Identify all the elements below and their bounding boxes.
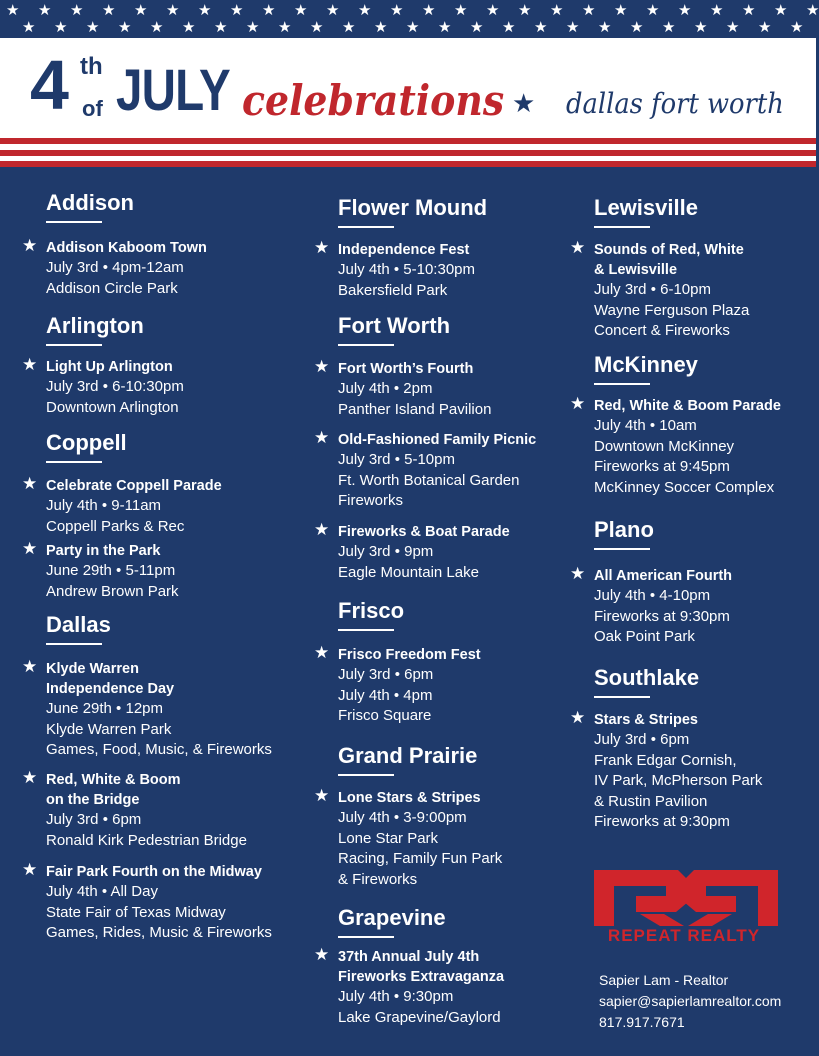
star-bullet-icon: ★ [570, 238, 586, 257]
star-icon: ★ [278, 19, 292, 36]
star-icon: ★ [758, 19, 772, 36]
star-icon: ★ [550, 2, 564, 19]
event-detail: Ft. Worth Botanical Garden [338, 471, 520, 489]
event-detail: Fireworks at 9:30pm [594, 813, 730, 830]
city-underline [594, 226, 650, 228]
star-icon: ★ [454, 2, 468, 19]
event-detail: Andrew Brown Park [46, 582, 179, 600]
star-icon: ★ [790, 19, 804, 36]
star-icon: ★ [294, 2, 308, 19]
event-detail: Racing, Family Fun Park [338, 850, 503, 867]
city-heading: Southlake [594, 665, 700, 690]
city-heading: Dallas [46, 612, 111, 637]
event-detail: July 3rd • 6-10pm [594, 281, 711, 298]
city-heading: Flower Mound [338, 195, 488, 220]
contact-phone[interactable]: 817.917.7671 [599, 1014, 685, 1030]
logo-wordmark: REPEAT REALTY [607, 926, 761, 945]
event-detail: State Fair of Texas Midway [46, 903, 226, 921]
event-item [22, 539, 179, 602]
event-detail: Fireworks at 9:30pm [594, 607, 730, 625]
event-detail: Games, Rides, Music & Fireworks [46, 924, 272, 941]
city-underline [594, 548, 650, 550]
star-bullet-icon: ★ [314, 945, 330, 964]
city-heading: Grapevine [338, 905, 446, 930]
star-bullet-icon: ★ [314, 786, 330, 805]
event-detail: June 29th • 12pm [46, 700, 163, 717]
city-heading: Grand Prairie [338, 743, 478, 768]
star-bullet-icon: ★ [22, 860, 38, 879]
star-bullet-icon: ★ [22, 474, 38, 493]
event-name: Celebrate Coppell Parade [46, 478, 222, 494]
event-detail: Bakersfield Park [338, 281, 448, 299]
city-underline [46, 221, 102, 223]
star-icon: ★ [774, 2, 788, 19]
city-underline [594, 383, 650, 385]
city-underline [338, 629, 394, 631]
event-item [22, 236, 207, 299]
star-icon: ★ [614, 2, 628, 19]
event-name: Party in the Park [46, 543, 161, 559]
event-detail: Eagle Mountain Lake [338, 563, 479, 581]
star-icon: ★ [6, 2, 20, 19]
star-icon: ★ [246, 19, 260, 36]
star-icon: ★ [38, 2, 52, 19]
event-item [22, 860, 272, 944]
star-bullet-icon: ★ [314, 643, 330, 662]
title-four: 4 [30, 46, 67, 124]
event-item [314, 357, 492, 420]
event-item [314, 428, 537, 512]
event-detail: Ronald Kirk Pedestrian Bridge [46, 831, 247, 849]
star-icon: ★ [134, 2, 148, 19]
event-name: 37th Annual July 4th [338, 949, 480, 965]
star-icon: ★ [150, 19, 164, 36]
star-icon: ★ [598, 19, 612, 36]
city-underline [338, 344, 394, 346]
star-icon: ★ [70, 2, 84, 19]
event-detail: Downtown Arlington [46, 398, 179, 416]
city-underline [338, 936, 394, 938]
star-icon: ★ [342, 19, 356, 36]
star-icon: ★ [54, 19, 68, 36]
event-detail: McKinney Soccer Complex [594, 478, 775, 496]
star-icon: ★ [198, 2, 212, 19]
star-bullet-icon: ★ [314, 238, 330, 257]
event-detail: July 3rd • 5-10pm [338, 451, 455, 468]
event-detail: July 4th • 4pm [338, 686, 433, 704]
star-icon: ★ [630, 19, 644, 36]
event-detail: Games, Food, Music, & Fireworks [46, 741, 272, 758]
star-icon: ★ [726, 19, 740, 36]
event-name: Red, White & Boom [46, 772, 181, 788]
event-detail: Fireworks [338, 492, 404, 509]
event-item [314, 238, 475, 301]
star-icon: ★ [470, 19, 484, 36]
event-detail: & Fireworks [338, 870, 418, 888]
event-name: Light Up Arlington [46, 359, 173, 375]
star-icon: ★ [406, 19, 420, 36]
city-underline [338, 774, 394, 776]
event-detail: Lake Grapevine/Gaylord [338, 1008, 501, 1026]
event-detail: Concert & Fireworks [594, 322, 730, 339]
city-heading: Fort Worth [338, 313, 451, 338]
title-july: JULY [116, 58, 230, 123]
star-icon: ★ [102, 2, 116, 19]
title-region: dallas fort worth [566, 87, 784, 120]
event-detail: July 3rd • 6pm [338, 666, 434, 683]
event-item [570, 708, 763, 833]
city-heading: Frisco [338, 598, 405, 623]
event-name: Stars & Stripes [594, 712, 698, 728]
event-name: Old-Fashioned Family Picnic [338, 432, 537, 448]
event-name: Fort Worth’s Fourth [338, 361, 474, 377]
event-detail: Lone Star Park [338, 829, 439, 847]
star-bullet-icon: ★ [22, 236, 38, 255]
event-detail: June 29th • 5-11pm [46, 562, 176, 579]
event-name: & Lewisville [594, 262, 678, 278]
event-item [314, 786, 503, 890]
contact-email[interactable]: sapier@sapierlamrealtor.com [599, 993, 782, 1009]
star-icon: ★ [214, 19, 228, 36]
event-item [22, 657, 272, 761]
star-icon: ★ [22, 19, 36, 36]
star-icon: ★ [646, 2, 660, 19]
event-name: Addison Kaboom Town [46, 240, 207, 256]
star-bullet-icon: ★ [22, 355, 38, 374]
event-detail: July 4th • 3-9:00pm [338, 809, 467, 826]
star-icon: ★ [582, 2, 596, 19]
star-bullet-icon: ★ [314, 357, 330, 376]
star-bullet-icon: ★ [22, 657, 38, 676]
event-detail: & Rustin Pavilion [594, 792, 708, 810]
star-icon: ★ [422, 2, 436, 19]
star-icon: ★ [262, 2, 276, 19]
city-underline [46, 344, 102, 346]
event-detail: IV Park, McPherson Park [594, 772, 763, 789]
event-detail: July 4th • 9:30pm [338, 988, 454, 1005]
star-icon: ★ [86, 19, 100, 36]
event-detail: July 3rd • 6pm [594, 731, 690, 748]
star-icon: ★ [566, 19, 580, 36]
event-detail: Panther Island Pavilion [338, 400, 492, 418]
city-heading: Coppell [46, 430, 127, 455]
event-item [570, 394, 781, 498]
city-underline [46, 643, 102, 645]
event-name: Fair Park Fourth on the Midway [46, 864, 262, 880]
event-item [22, 768, 247, 851]
event-name: All American Fourth [594, 568, 733, 584]
star-bullet-icon: ★ [314, 520, 330, 539]
red-stripe [0, 161, 816, 167]
event-item [570, 238, 750, 342]
title-of: of [82, 96, 103, 121]
event-item [314, 643, 481, 727]
event-detail: Addison Circle Park [46, 279, 178, 297]
star-icon: ★ [438, 19, 452, 36]
star-icon: ★ [166, 2, 180, 19]
city-heading: Arlington [46, 313, 144, 338]
event-detail: Downtown McKinney [594, 437, 735, 455]
star-icon: ★ [326, 2, 340, 19]
event-detail: July 3rd • 9pm [338, 543, 434, 560]
event-name: Klyde Warren [46, 661, 139, 677]
event-detail: July 4th • 4-10pm [594, 587, 711, 604]
event-detail: Fireworks at 9:45pm [594, 458, 730, 475]
event-detail: July 4th • All Day [46, 883, 158, 900]
event-name: on the Bridge [46, 792, 140, 808]
event-detail: July 3rd • 6-10:30pm [46, 378, 184, 395]
event-item [22, 355, 184, 418]
star-icon: ★ [534, 19, 548, 36]
star-icon: ★ [710, 2, 724, 19]
event-detail: Oak Point Park [594, 628, 695, 645]
star-icon: ★ [694, 19, 708, 36]
star-bullet-icon: ★ [22, 539, 38, 558]
star-icon: ★ [742, 2, 756, 19]
city-heading: McKinney [594, 352, 698, 377]
event-name: Fireworks Extravaganza [338, 969, 505, 985]
star-icon: ★ [518, 2, 532, 19]
star-icon: ★ [374, 19, 388, 36]
title-star-icon: ★ [512, 88, 536, 118]
contact-name: Sapier Lam - Realtor [599, 972, 729, 988]
city-underline [46, 461, 102, 463]
star-bullet-icon: ★ [570, 394, 586, 413]
event-name: Independence Day [46, 681, 175, 697]
title-celebrations: celebrations [242, 76, 505, 125]
event-item [314, 520, 510, 583]
event-detail: Klyde Warren Park [46, 720, 172, 738]
event-detail: Coppell Parks & Rec [46, 517, 185, 535]
star-icon: ★ [230, 2, 244, 19]
event-name: Frisco Freedom Fest [338, 647, 481, 663]
city-heading: Lewisville [594, 195, 698, 220]
star-icon: ★ [662, 19, 676, 36]
star-bullet-icon: ★ [22, 768, 38, 787]
event-name: Sounds of Red, White [594, 242, 744, 258]
event-detail: July 3rd • 4pm-12am [46, 259, 184, 276]
city-heading: Addison [46, 190, 134, 215]
star-icon: ★ [486, 2, 500, 19]
event-detail: Frank Edgar Cornish, [594, 751, 737, 769]
event-name: Lone Stars & Stripes [338, 790, 481, 806]
event-item [314, 945, 505, 1028]
event-name: Red, White & Boom Parade [594, 398, 781, 414]
city-heading: Plano [594, 517, 654, 542]
star-icon: ★ [310, 19, 324, 36]
city-underline [338, 226, 394, 228]
star-icon: ★ [502, 19, 516, 36]
star-icon: ★ [678, 2, 692, 19]
star-bullet-icon: ★ [314, 428, 330, 447]
event-detail: July 4th • 5-10:30pm [338, 261, 475, 278]
star-icon: ★ [806, 2, 819, 19]
event-detail: July 4th • 10am [594, 417, 697, 434]
event-item [22, 474, 222, 537]
event-detail: July 3rd • 6pm [46, 811, 142, 828]
event-name: Fireworks & Boat Parade [338, 524, 510, 540]
event-detail: July 4th • 2pm [338, 380, 433, 397]
star-icon: ★ [358, 2, 372, 19]
star-bullet-icon: ★ [570, 564, 586, 583]
star-icon: ★ [390, 2, 404, 19]
star-icon: ★ [118, 19, 132, 36]
event-detail: Frisco Square [338, 707, 432, 724]
event-detail: Wayne Ferguson Plaza [594, 301, 750, 319]
event-name: Independence Fest [338, 242, 470, 258]
city-underline [594, 696, 650, 698]
star-bullet-icon: ★ [570, 708, 586, 727]
stars-band [0, 0, 819, 38]
star-icon: ★ [182, 19, 196, 36]
title-th: th [80, 53, 103, 80]
event-item [570, 564, 733, 648]
event-detail: July 4th • 9-11am [46, 497, 162, 514]
